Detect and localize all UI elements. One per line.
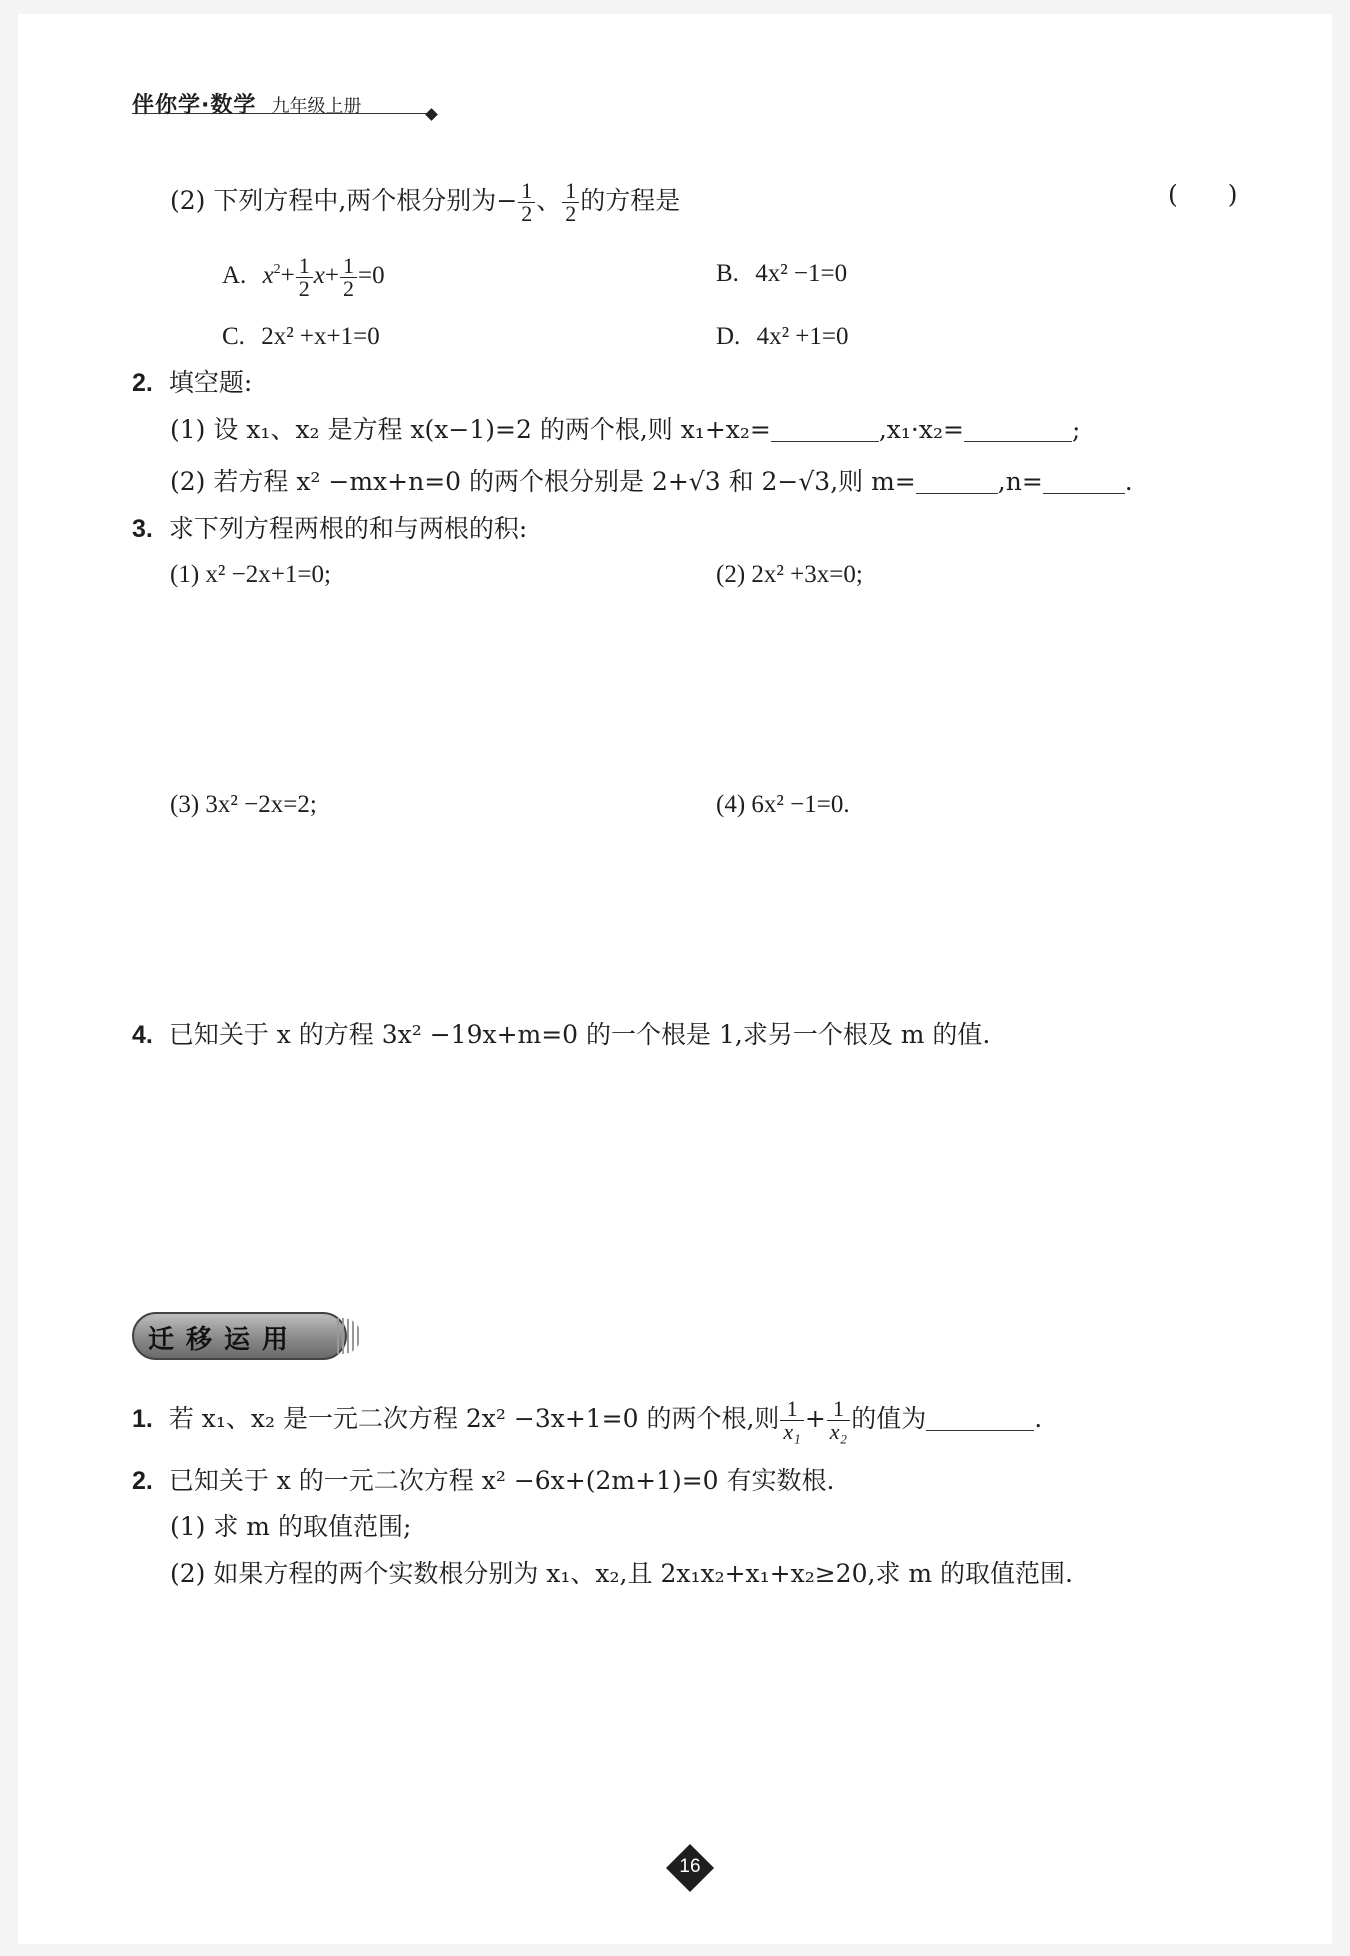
question-2-2-end: . — [1124, 467, 1133, 496]
question-3-number: 3. — [132, 515, 153, 543]
page — [18, 14, 1332, 1944]
question-4-text: 已知关于 x 的方程 3x² −19x+m=0 的一个根是 1,求另一个根及 m 的值. — [168, 1020, 991, 1049]
page-number-badge — [668, 1846, 714, 1892]
transfer-question-1-text: 若 x₁、x₂ 是一元二次方程 2x² −3x+1=0 的两个根,则 — [168, 1404, 780, 1433]
answer-blank-n[interactable] — [1043, 469, 1125, 494]
question-4-number: 4. — [132, 1021, 153, 1049]
frac-num: 1 — [780, 1398, 803, 1421]
answer-blank-sum[interactable] — [771, 417, 879, 442]
question-3-title: 求下列方程两根的和与两根的积: — [168, 514, 528, 543]
transfer-question-1-number: 1. — [132, 1405, 153, 1433]
option-a — [222, 255, 385, 300]
option-c-text: 2x² +x+1=0 — [261, 323, 380, 350]
question-3-item-3: (3) 3x² −2x=2; — [170, 791, 317, 818]
question-2-title: 填空题: — [168, 368, 253, 397]
option-c — [222, 320, 380, 354]
question-3-item-2: (2) 2x² +3x=0; — [716, 561, 863, 588]
answer-blank-product[interactable] — [964, 417, 1072, 442]
question-2-1-end: ; — [1071, 415, 1081, 444]
option-a-label: A. — [222, 262, 247, 290]
transfer-question-2-number: 2. — [132, 1467, 153, 1495]
question-2-2-text: 若方程 x² −mx+n=0 的两个根分别是 2+√3 和 2−√3,则 m= — [213, 467, 916, 496]
item-label: (2) — [170, 467, 206, 496]
frac-num: 1 — [340, 255, 357, 278]
answer-blank-reciprocal-sum[interactable] — [926, 1406, 1034, 1431]
fraction-reciprocal-x1 — [780, 1398, 803, 1443]
question-2-1 — [170, 413, 1080, 447]
frac-den: x₂ — [829, 1419, 848, 1444]
option-c-label: C. — [222, 323, 245, 350]
separator: 、 — [536, 186, 562, 215]
transfer-question-2-1: (1) 求 m 的取值范围; — [170, 1512, 412, 1541]
fraction-half-2 — [562, 180, 579, 225]
question-2-heading — [132, 366, 252, 400]
question-1-2-tail: 的方程是 — [580, 186, 681, 215]
option-a-expression: $x^2+$ $\frac{1}{2}$ x+ $\frac{1}{2}$ =0 — [262, 253, 385, 301]
frac-num: 1 — [296, 255, 313, 278]
page-number: 16 — [679, 1856, 701, 1877]
question-1-2 — [170, 180, 680, 225]
running-header — [132, 88, 361, 119]
frac-num: 1 — [827, 1398, 850, 1421]
question-2-2-mid: ,n= — [997, 467, 1043, 496]
item-label: (1) — [170, 415, 206, 444]
question-3-heading — [132, 512, 527, 546]
transfer-question-2-2: (2) 如果方程的两个实数根分别为 x₁、x₂,且 2x₁x₂+x₁+x₂≥20,求 m 的取值范围. — [170, 1559, 1073, 1588]
frac-den: x₁ — [783, 1419, 801, 1444]
option-d-text: 4x² +1=0 — [756, 323, 849, 350]
question-2-2 — [170, 465, 1133, 499]
question-2-1-text: 设 x₁、x₂ 是方程 x(x−1)=2 的两个根,则 x₁+x₂= — [213, 415, 771, 444]
section-title: 迁移运用 — [148, 1325, 301, 1355]
frac-den: 2 — [343, 276, 354, 301]
option-b-label: B. — [716, 260, 739, 287]
header-rule — [132, 113, 432, 114]
header-brand: 伴你学·数学 — [132, 93, 257, 118]
question-1-2-text: (2) 下列方程中,两个根分别为 — [170, 186, 497, 215]
fraction-reciprocal-x2 — [827, 1398, 850, 1443]
frac-num: 1 — [562, 180, 579, 203]
option-b — [716, 257, 847, 291]
frac-den: 2 — [298, 276, 310, 301]
transfer-question-1-tail: 的值为 — [851, 1404, 927, 1433]
option-d-label: D. — [716, 323, 741, 350]
frac-den: 2 — [565, 201, 577, 226]
section-banner — [132, 1312, 354, 1362]
plus-sign: + — [804, 1404, 826, 1433]
fraction-half-1 — [518, 180, 535, 225]
option-b-text: 4x² −1=0 — [755, 260, 848, 287]
transfer-question-2 — [132, 1464, 834, 1498]
frac-num: 1 — [518, 180, 535, 203]
minus-sign: − — [496, 186, 518, 215]
question-2-1-mid: ,x₁·x₂= — [878, 415, 964, 444]
transfer-question-2-text: 已知关于 x 的一元二次方程 x² −6x+(2m+1)=0 有实数根. — [168, 1466, 835, 1495]
question-4 — [132, 1018, 990, 1052]
option-d — [716, 320, 849, 354]
header-grade: 九年级上册 — [271, 96, 362, 117]
question-3-item-1: (1) x² −2x+1=0; — [170, 561, 331, 588]
question-3-item-4: (4) 6x² −1=0. — [716, 791, 850, 818]
frac-den: 2 — [521, 201, 533, 226]
question-2-number: 2. — [132, 369, 153, 397]
answer-paren: ( ) — [1168, 180, 1238, 209]
answer-blank-m[interactable] — [916, 469, 998, 494]
transfer-question-1 — [132, 1398, 1042, 1443]
transfer-question-1-end: . — [1034, 1404, 1043, 1433]
